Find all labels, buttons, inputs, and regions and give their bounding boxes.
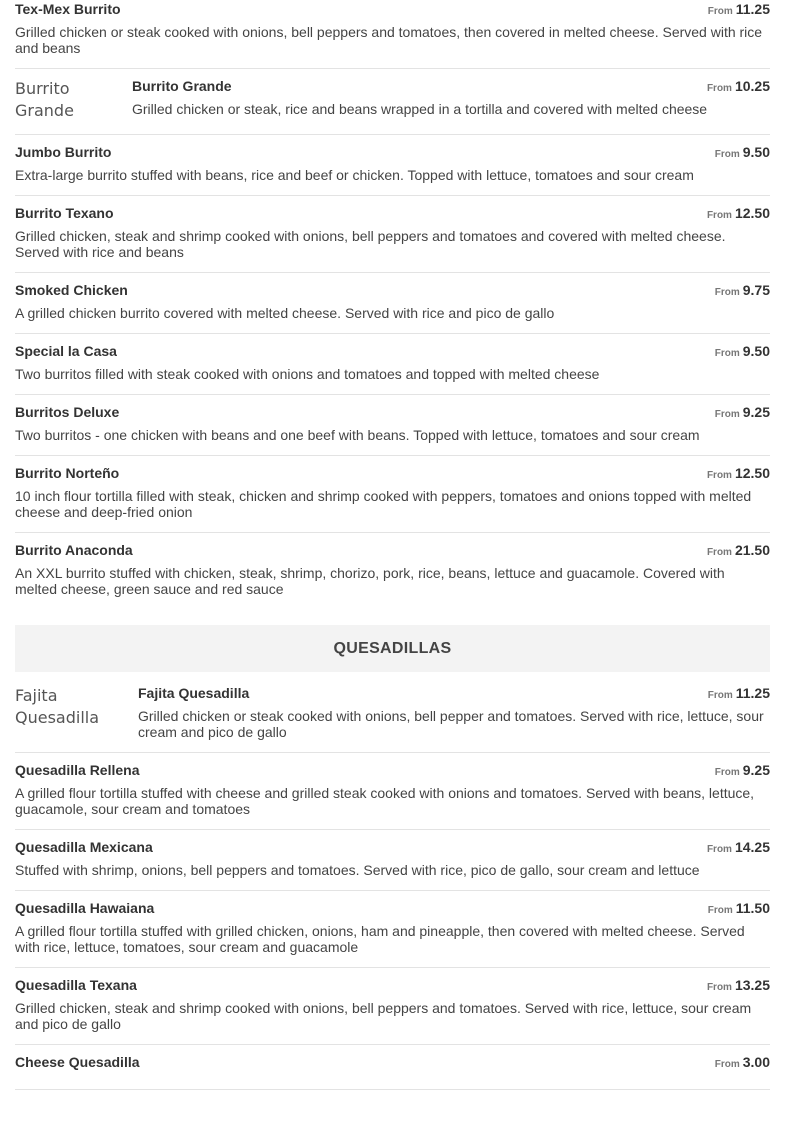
menu-item-fajita-quesadilla[interactable] (15, 676, 770, 753)
item-price: From 14.25 (706, 839, 770, 855)
item-description: Grilled chicken or steak cooked with onions, bell peppers and tomatoes, then covered in melted cheese. Served with rice and beans (15, 24, 763, 56)
item-name: Burritos Deluxe (15, 404, 120, 420)
item-name: Burrito Texano (15, 205, 114, 221)
menu-item-burrito-grande[interactable] (15, 69, 770, 135)
menu-item-quesadilla-mexicana[interactable] (15, 830, 770, 891)
item-description: A grilled flour tortilla stuffed with grilled chicken, onions, ham and pineapple, then covered with melted cheese. Served with rice, lettuce, tomatoes, sour cream and guacamole (15, 923, 745, 955)
item-name: Burrito Norteño (15, 465, 120, 481)
menu-item-special-la-casa[interactable] (15, 334, 770, 395)
item-name: Quesadilla Rellena (15, 762, 140, 778)
item-name: Burrito Grande (132, 78, 232, 94)
item-price: From 3.00 (714, 1054, 770, 1070)
item-price: From 10.25 (706, 78, 770, 94)
item-name: Special la Casa (15, 343, 117, 359)
item-description: A grilled chicken burrito covered with melted cheese. Served with rice and pico de gallo (15, 305, 555, 321)
item-price: From 11.50 (707, 900, 770, 916)
item-description: A grilled flour tortilla stuffed with cheese and grilled steak cooked with onions and tomatoes. Served with beans, lettuce, guacamole, sour cream and tomatoes (15, 785, 755, 817)
menu-list (15, 0, 770, 1090)
menu-item-quesadilla-rellena[interactable] (15, 753, 770, 830)
item-name: Cheese Quesadilla (15, 1054, 140, 1070)
item-price: From 9.75 (714, 282, 770, 298)
item-name: Quesadilla Hawaiana (15, 900, 155, 916)
item-image: Burrito Grande (15, 79, 74, 120)
menu-item-burrito-texano[interactable] (15, 196, 770, 273)
item-description: Grilled chicken or steak cooked with onions, bell pepper and tomatoes. Served with rice, lettuce, sour cream and pico de gallo (138, 708, 764, 740)
menu-item-quesadilla-texana[interactable] (15, 968, 770, 1045)
item-price: From 21.50 (706, 542, 770, 558)
item-price: From 11.25 (707, 1, 770, 17)
item-price: From 9.25 (714, 762, 770, 778)
item-price: From 13.25 (706, 977, 770, 993)
menu-item-smoked-chicken[interactable] (15, 273, 770, 334)
item-name: Jumbo Burrito (15, 144, 112, 160)
item-name: Smoked Chicken (15, 282, 128, 298)
item-name: Burrito Anaconda (15, 542, 133, 558)
item-description: Extra-large burrito stuffed with beans, rice and beef or chicken. Topped with lettuce, tomatoes and sour cream (15, 167, 694, 183)
item-description: Stuffed with shrimp, onions, bell peppers and tomatoes. Served with rice, pico de gallo, sour cream and lettuce (15, 862, 700, 878)
item-description: Grilled chicken or steak, rice and beans wrapped in a tortilla and covered with melted cheese (132, 101, 708, 117)
menu-item-burritos-deluxe[interactable] (15, 395, 770, 456)
item-price: From 9.50 (714, 343, 770, 359)
menu-item-cheese-quesadilla[interactable] (15, 1045, 770, 1090)
menu-item-jumbo-burrito[interactable] (15, 135, 770, 196)
item-price: From 11.25 (707, 685, 770, 701)
item-name: Tex-Mex Burrito (15, 1, 121, 17)
item-name: Quesadilla Mexicana (15, 839, 153, 855)
menu-item-quesadilla-hawaiana[interactable] (15, 891, 770, 968)
item-price: From 12.50 (706, 465, 770, 481)
item-price: From 9.50 (714, 144, 770, 160)
item-description: 10 inch flour tortilla filled with steak, chicken and shrimp cooked with peppers, tomatoes and onions topped with melted cheese and deep-fried onion (15, 488, 752, 520)
menu-item-burrito-norteno[interactable] (15, 456, 770, 533)
section-header-quesadillas: QUESADILLAS (15, 625, 770, 672)
item-description: Two burritos - one chicken with beans and one beef with beans. Topped with lettuce, tomatoes and sour cream (15, 427, 700, 443)
item-name: Fajita Quesadilla (138, 685, 250, 701)
item-price: From 9.25 (714, 404, 770, 420)
menu-item-tex-mex-burrito[interactable] (15, 0, 770, 69)
item-description: Grilled chicken, steak and shrimp cooked with onions, bell peppers and tomatoes and covered with melted cheese. Served with rice and beans (15, 228, 726, 260)
item-description: Grilled chicken, steak and shrimp cooked with onions, bell peppers and tomatoes. Served with rice, lettuce, sour cream and pico de gallo (15, 1000, 752, 1032)
item-price: From 12.50 (706, 205, 770, 221)
menu-item-burrito-anaconda[interactable] (15, 533, 770, 609)
item-description: Two burritos filled with steak cooked with onions and tomatoes and topped with melted cheese (15, 366, 600, 382)
item-description: An XXL burrito stuffed with chicken, steak, shrimp, chorizo, pork, rice, beans, lettuce and guacamole. Covered with melted cheese, green sauce and red sauce (15, 565, 725, 597)
item-name: Quesadilla Texana (15, 977, 137, 993)
item-image: Fajita Quesadilla (15, 686, 100, 727)
